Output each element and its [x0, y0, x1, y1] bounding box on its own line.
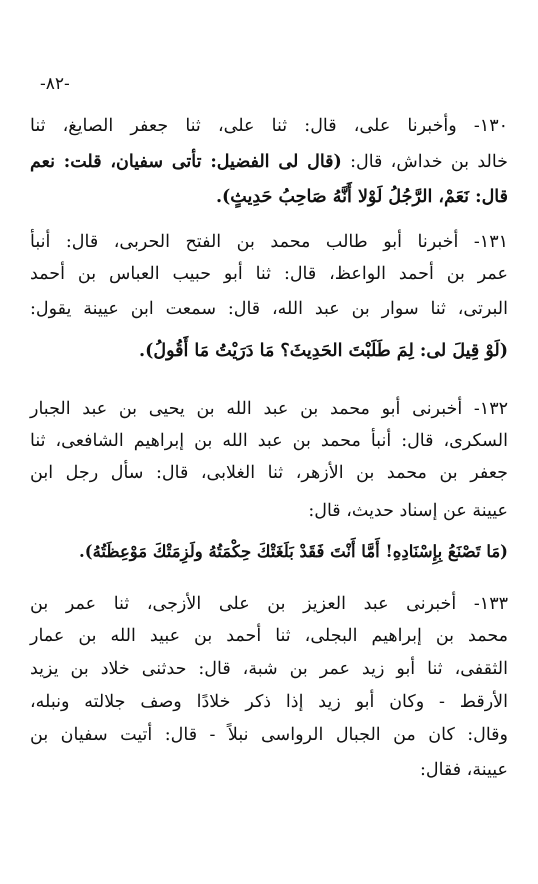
- page-number: -٨٢-: [40, 74, 70, 94]
- text-line-10: جعفر بن محمد بن الأزهر، ثنا الغلابى، قال: سأل رجل ابن: [30, 463, 508, 483]
- text-line-15: الثقفى، ثنا أبو زيد عمر بن شبة، قال: حدثنى خلاد بن يزيد: [30, 659, 508, 679]
- text-line-2: [30, 148, 508, 176]
- text-line-9: السكرى، قال: أنبأ محمد بن عبد الله بن إبراهيم الشافعى، ثنا: [30, 431, 508, 451]
- text-line-17: وقال: كان من الجبال الرواسى نبلاً - قال: أتيت سفيان بن: [30, 725, 508, 745]
- text-line-4: ١٣١- أخبرنا أبو طالب محمد بن الفتح الحربى، قال: أنبأ: [30, 232, 508, 252]
- quote-line-3: (مَا تَصْنَعُ بِإِسْنَادِهِ! أَمَّا أَنْتَ فَقَدْ بَلَغَتْكَ حِكْمَتُهُ ولَزِمَتْكَ مَوْعِظَتُهُ).: [79, 542, 508, 561]
- text-line-18: عيينة، فقال:: [419, 760, 508, 780]
- text-line-14: محمد بن إبراهيم البجلى، ثنا أحمد بن عبيد الله بن عمار: [30, 626, 508, 646]
- text-line-11: عيينة عن إسناد حديث، قال:: [308, 501, 508, 521]
- text-line-8: ١٣٢- أخبرنى أبو محمد بن عبد الله بن يحيى بن عبد الجبار: [30, 399, 508, 419]
- text-line-5: عمر بن أحمد الواعظ، قال: ثنا أبو حبيب العباس بن أحمد: [30, 264, 508, 284]
- text-line-16: الأرقط - وكان أبو زيد إذا ذكر خلادًا وصف جلالته ونبله،: [30, 692, 508, 712]
- text-line-2-normal: خالد بن خداش، قال:: [341, 152, 508, 172]
- quote-line-2: (لَوْ قِيلَ لى: لِمَ طَلَبْتَ الحَدِيثَ؟ مَا دَرَيْتُ مَا أَقُولُ).: [138, 341, 508, 361]
- text-line-2-bold: (قال لى الفضيل: تأتى سفيان، قلت: نعم: [30, 152, 342, 172]
- text-line-13: ١٣٣- أخبرنى عبد العزيز بن على الأزجى، ثنا عمر بن: [30, 594, 508, 614]
- quote-line-1: قال: نَعَمْ، الرَّجُلُ لَوْلا أَنَّهُ صَاحِبُ حَدِيثٍ).: [215, 187, 508, 207]
- text-line-6: البرتى، ثنا سوار بن عبد الله، قال: سمعت ابن عيينة يقول:: [30, 299, 508, 319]
- text-line-1: ١٣٠- وأخبرنا على، قال: ثنا على، ثنا جعفر الصايغ، ثنا: [30, 116, 508, 136]
